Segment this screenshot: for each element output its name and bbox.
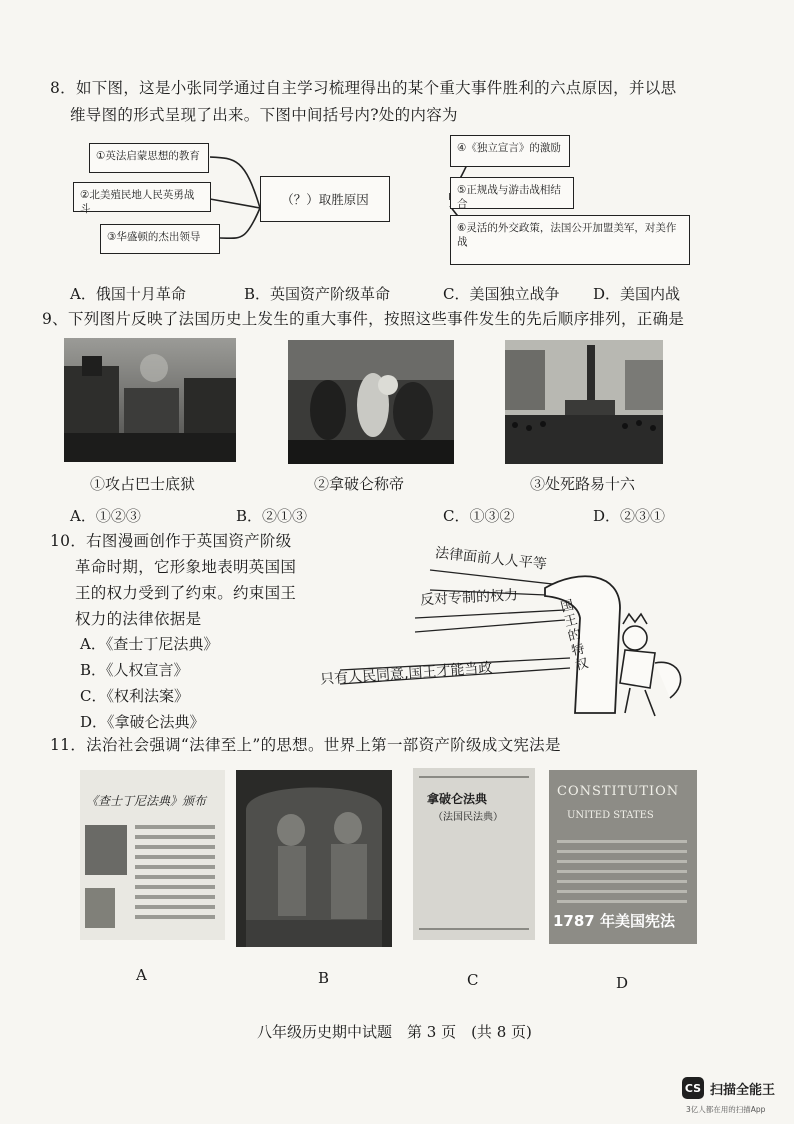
- q10-option-c: C．《权利法案》: [80, 687, 189, 705]
- q8-option-c: C．美国独立战争: [443, 285, 560, 303]
- q10-stem-line1: 10．右图漫画创作于英国资产阶级: [50, 532, 292, 550]
- q9-stem: 9、下列图片反映了法国历史上发生的重大事件，按照这些事件发生的先后顺序排列，正确是: [42, 310, 685, 328]
- q9-option-a: A．①②③: [70, 507, 141, 525]
- q9-caption-3: ③处死路易十六: [530, 475, 636, 493]
- justinian-code-image: [80, 770, 225, 940]
- q8-option-a: A．俄国十月革命: [70, 285, 186, 303]
- bastille-photo: [64, 338, 236, 462]
- q9-caption-2: ②拿破仑称帝: [314, 475, 405, 493]
- q10-option-d: D．《拿破仑法典》: [80, 713, 205, 731]
- q9-caption-1: ①攻占巴士底狱: [90, 475, 196, 493]
- q9-option-c: C．①③②: [443, 507, 515, 525]
- napoleonic-code-book-image: [413, 768, 535, 940]
- q11-label-a: A: [136, 966, 147, 984]
- img-d-line1: CONSTITUTION: [557, 784, 680, 799]
- mm-node-1: ①英法启蒙思想的教育: [89, 143, 209, 173]
- us-constitution-image: [549, 770, 697, 944]
- louis-xvi-execution-photo: [505, 340, 663, 464]
- cartoon-label-equality: 法律面前人人平等: [434, 545, 548, 573]
- q10-stem-line3: 王的权力受到了约束。约束国王: [75, 584, 297, 602]
- img-d-line2: UNITED STATES: [567, 810, 654, 821]
- q11-label-c: C: [467, 971, 479, 989]
- mm-center-node: （？）取胜原因: [260, 176, 390, 222]
- q8-stem-line2: 维导图的形式呈现了出来。下图中间括号内?处的内容为: [70, 106, 458, 124]
- q10-stem-line4: 权力的法律依据是: [75, 610, 202, 628]
- mm-node-5: ⑤正规战与游击战相结合: [450, 177, 574, 209]
- q8-option-d: D．美国内战: [593, 285, 681, 303]
- img-c-title: 拿破仑法典: [427, 792, 488, 806]
- img-c-subtitle: （法国民法典）: [433, 812, 503, 823]
- img-d-caption: 1787 年美国宪法: [553, 912, 675, 930]
- cartoon-label-consent: 只有人民同意,国王才能当政: [319, 660, 493, 688]
- mm-node-4: ④《独立宣言》的激励: [450, 135, 570, 167]
- cs-logo-icon: CS: [682, 1077, 704, 1099]
- q10-option-b: B．《人权宣言》: [80, 661, 189, 679]
- page-footer: 八年级历史期中试题 第 3 页 (共 8 页): [257, 1023, 532, 1041]
- q9-option-b: B．②①③: [236, 507, 308, 525]
- q11-stem: 11．法治社会强调“法律至上”的思想。世界上第一部资产阶级成文宪法是: [50, 736, 561, 754]
- brand-slogan: 3亿人都在用的扫描App: [686, 1105, 766, 1114]
- q11-label-d: D: [616, 974, 629, 992]
- hammurabi-code-stele-image: [236, 770, 392, 947]
- king-power-cartoon: [320, 548, 700, 723]
- q10-option-a: A．《查士丁尼法典》: [80, 635, 219, 653]
- mm-node-6: ⑥灵活的外交政策，法国公开加盟美军，对美作战: [450, 215, 690, 265]
- mm-node-2: ②北美殖民地人民英勇战斗: [73, 182, 211, 212]
- napoleon-coronation-photo: [288, 340, 454, 464]
- q8-stem-line1: 8．如下图，这是小张同学通过自主学习梳理得出的某个重大事件胜利的六点原因，并以思: [50, 79, 677, 97]
- q11-label-b: B: [318, 969, 330, 987]
- q10-stem-line2: 革命时期，它形象地表明英国国: [75, 558, 297, 576]
- cartoon-wall-text: 国王的特权: [559, 597, 590, 674]
- q8-option-b: B．英国资产阶级革命: [244, 285, 391, 303]
- mm-node-3: ③华盛顿的杰出领导: [100, 224, 220, 254]
- scanner-brand: [682, 1077, 775, 1099]
- q9-option-d: D．②③①: [593, 507, 666, 525]
- cartoon-label-anti-tyranny: 反对专制的权力: [419, 587, 519, 609]
- brand-name: 扫描全能王: [710, 1082, 776, 1098]
- img-a-title: 《查士丁尼法典》颁布: [86, 794, 207, 808]
